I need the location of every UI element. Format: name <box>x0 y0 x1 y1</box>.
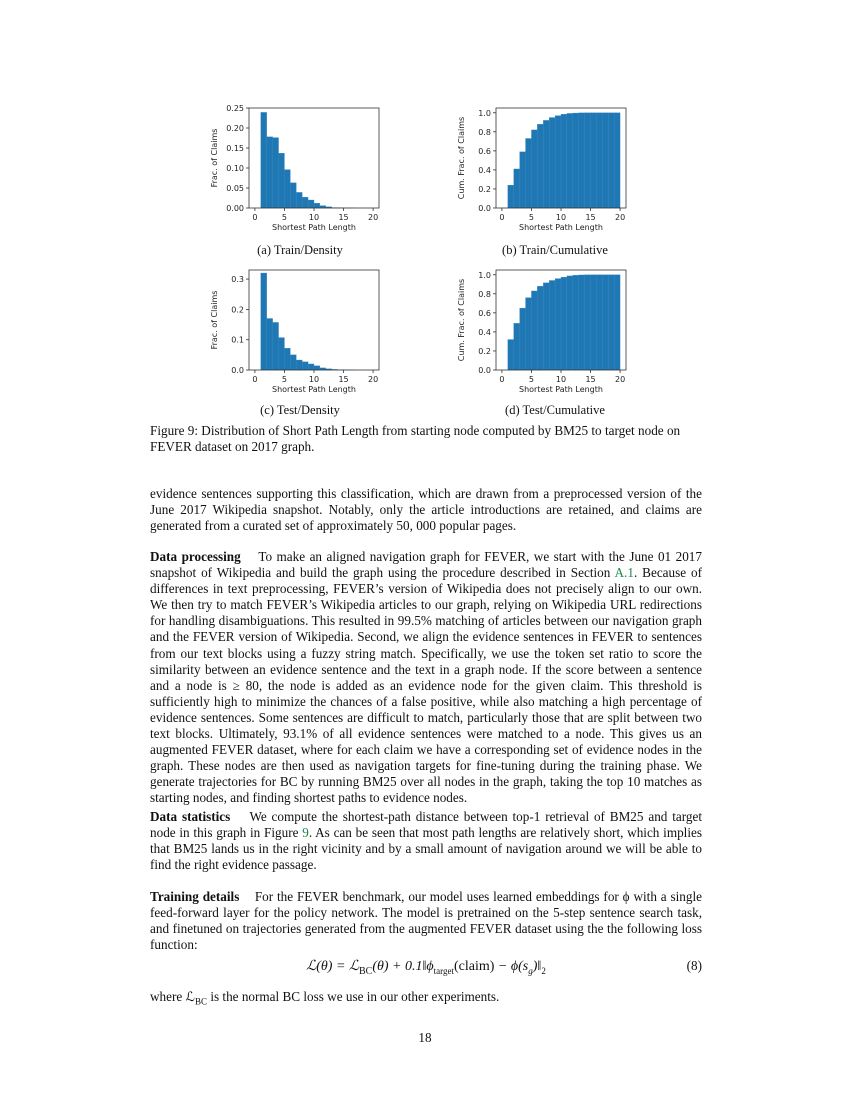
data-processing-text-1: To make an aligned navigation graph for FEVER, we start with the June 01 2017 snapshot of Wikipedia and build the graph using the procedure described in Section <box>150 549 702 581</box>
histogram-bar <box>279 338 285 370</box>
y-tick-label: 0.05 <box>226 184 244 193</box>
y-tick-label: 0.00 <box>226 204 244 213</box>
y-tick-label: 0.6 <box>478 308 491 318</box>
histogram-bar <box>549 118 555 208</box>
histogram-bar <box>296 360 302 370</box>
figure-9-link[interactable]: 9 <box>302 825 309 841</box>
training-details-text: For the FEVER benchmark, our model uses learned embeddings for ϕ with a single feed-forward layer for the policy network. The model is pretrained on the 5-step sentence search task, and finetuned on trajectories generated from the augmented FEVER dataset using the the following loss function: <box>150 889 702 953</box>
y-tick-label: 0.20 <box>226 124 244 133</box>
y-tick-label: 0.6 <box>478 146 491 156</box>
histogram-bar <box>279 153 285 208</box>
figure-caption <box>150 423 702 455</box>
data-processing-text-2: . Because of differences in text preprocessing, FEVER’s version of Wikipedia does not precisely align to our own. We then try to match FEVER’s Wikipedia articles to our graph, relying on Wikipedia URL redirections for handling disambiguations. This resulted in 99.5% matching of articles between our navigation graph and the FEVER version of Wikipedia. Second, we align the evidence sentences in FEVER to sentences from our text blocks using a fuzzy string match. Specifically, we use the token set ratio to score the similarity between an evidence sentence and the text in a graph node. If the score between a sentence and a node is ≥ 80, the node is added as an evidence node for the given claim. This threshold is sufficiently high to minimize the chances of a false positive, while also matching a high percentage of evidence sentences. Some sentences are difficult to match, particularly those that are split between two text blocks. Ultimately, 93.1% of all evidence sentences were matched to a node. This gives us an augmented FEVER dataset, where for each claim we have a corresponding set of evidence nodes in the graph. These nodes are then used as navigation targets for fine-tuning during the training phase. We generate trajectories for BC by running BM25 over all nodes in the graph, taking the top 10 matches as starting nodes, and finding shortest paths to evidence nodes. <box>150 565 703 806</box>
histogram-bar <box>514 323 520 370</box>
y-tick-label: 0.8 <box>478 127 491 137</box>
data-statistics-paragraph <box>150 809 702 873</box>
histogram-bar <box>579 275 585 370</box>
y-tick-label: 0.25 <box>226 104 244 113</box>
histogram-bar <box>526 138 532 208</box>
x-tick-label: 0 <box>499 213 505 222</box>
x-tick-label: 15 <box>338 213 349 222</box>
histogram-bar <box>261 273 267 370</box>
subfigure-a-train-density <box>205 100 405 235</box>
x-tick-label: 20 <box>367 213 379 222</box>
x-axis-label: Shortest Path Length <box>272 385 356 394</box>
histogram-bar <box>585 113 591 208</box>
x-tick-label: 10 <box>555 375 567 384</box>
y-tick-label: 0.0 <box>478 366 491 375</box>
histogram-bar <box>591 275 597 370</box>
histogram-bar <box>508 185 514 208</box>
chart-test-density <box>205 262 405 397</box>
histogram-bar <box>302 362 308 370</box>
x-axis-label: Shortest Path Length <box>519 385 603 394</box>
histogram-bar <box>520 308 526 370</box>
x-tick-label: 5 <box>281 213 288 222</box>
histogram-bar <box>555 279 561 370</box>
equation-number: (8) <box>686 958 702 973</box>
x-tick-label: 15 <box>338 375 349 384</box>
histogram-bar <box>290 355 296 370</box>
data-statistics-heading: Data statistics <box>150 809 231 824</box>
histogram-bar <box>543 120 549 208</box>
histogram-bar <box>585 275 591 370</box>
y-tick-label: 0.4 <box>478 165 491 175</box>
y-axis-label: Cum. Frac. of Claims <box>457 278 466 362</box>
histogram-bar <box>273 322 279 370</box>
x-tick-label: 15 <box>585 375 596 384</box>
histogram-bar <box>608 113 614 208</box>
chart-train-density <box>205 100 405 235</box>
y-tick-label: 0.2 <box>231 305 244 315</box>
intro-paragraph: evidence sentences supporting this classification, which are drawn from a preprocessed version of the June 2017 Wikipedia snapshot. Notably, only the article introductions are retained, and claims are generated from a curated set of approximately 50, 000 popular pages. <box>150 486 702 534</box>
histogram-bar <box>308 200 314 208</box>
y-tick-label: 0.10 <box>226 164 244 173</box>
histogram-bar <box>614 275 620 370</box>
page-number: 18 <box>418 1030 432 1045</box>
x-tick-label: 5 <box>528 213 535 222</box>
histogram-bar <box>591 113 597 208</box>
histogram-bar <box>267 318 273 370</box>
equation-body: ℒ(θ) = ℒ$_{BC}$(θ) + $0.1‖\phi_{target}(claim)$ − $\phi(s_g)‖_2$ <box>306 959 546 977</box>
histogram-bar <box>531 291 537 370</box>
histogram-bar <box>608 275 614 370</box>
chart-test-cumulative <box>452 262 652 397</box>
histogram-bar <box>567 113 573 208</box>
subcaption-c: (c) Test/Density <box>260 403 340 417</box>
histogram-bar <box>314 203 320 208</box>
y-axis-label: Frac. of Claims <box>210 128 219 188</box>
figure-number: Figure 9: <box>150 423 198 438</box>
figure-caption-text: Distribution of Short Path Length from starting node computed by BM25 to target node on FEVER dataset on 2017 graph. <box>150 423 681 454</box>
histogram-bar <box>561 277 567 370</box>
histogram-bar <box>543 283 549 370</box>
histogram-bar <box>573 113 579 208</box>
histogram-bar <box>596 113 602 208</box>
histogram-bar <box>296 192 302 208</box>
x-tick-label: 0 <box>252 213 258 222</box>
y-tick-label: 0.2 <box>478 346 491 356</box>
data-statistics-text-1: We compute the shortest-path distance between top-1 retrieval of BM25 and target node in this graph in Figure <box>150 809 703 841</box>
y-tick-label: 0.0 <box>478 204 491 213</box>
histogram-bar <box>596 275 602 370</box>
histogram-bar <box>508 340 514 370</box>
data-processing-paragraph <box>150 549 702 807</box>
subcaption-d: (d) Test/Cumulative <box>505 403 605 417</box>
histogram-bar <box>549 280 555 370</box>
x-tick-label: 0 <box>252 375 258 384</box>
histogram-bar <box>602 113 608 208</box>
histogram-bar <box>314 366 320 370</box>
histogram-bar <box>555 116 561 208</box>
subfigure-d-test-cumulative <box>452 262 652 397</box>
histogram-bar <box>567 276 573 370</box>
chart-train-cumulative <box>452 100 652 235</box>
x-axis-label: Shortest Path Length <box>519 223 603 232</box>
histogram-bar <box>273 138 279 208</box>
subfigure-c-test-density <box>205 262 405 397</box>
y-tick-label: 0.8 <box>478 289 491 299</box>
histogram-bar <box>579 113 585 208</box>
histogram-bar <box>537 124 543 208</box>
y-tick-label: 0.4 <box>478 327 491 337</box>
histogram-bar <box>261 112 267 208</box>
section-a1-link[interactable]: A.1 <box>614 565 634 581</box>
histogram-bar <box>308 364 314 370</box>
histogram-bar <box>284 348 290 370</box>
y-tick-label: 0.3 <box>231 275 244 285</box>
x-tick-label: 10 <box>308 375 320 384</box>
x-tick-label: 5 <box>528 375 535 384</box>
histogram-bar <box>531 130 537 208</box>
x-tick-label: 15 <box>585 213 596 222</box>
y-tick-label: 0.0 <box>231 366 244 375</box>
y-tick-label: 0.1 <box>231 335 244 345</box>
data-statistics-text-2: . As can be seen that most path lengths are relatively short, which implies that BM25 lands us in the right vicinity and by a small amount of navigation around we will be able to find the right evidence passage. <box>150 825 702 873</box>
x-tick-label: 5 <box>281 375 288 384</box>
histogram-bar <box>537 286 543 370</box>
x-tick-label: 20 <box>614 213 626 222</box>
training-details-paragraph <box>150 889 702 953</box>
histogram-bar <box>267 137 273 208</box>
y-tick-label: 0.2 <box>478 184 491 194</box>
y-tick-label: 1.0 <box>478 270 491 280</box>
subcaption-a: (a) Train/Density <box>257 243 343 257</box>
histogram-bar <box>290 183 296 208</box>
subfigure-b-train-cumulative <box>452 100 652 235</box>
y-tick-label: 1.0 <box>478 108 491 118</box>
x-tick-label: 10 <box>308 213 320 222</box>
loss-equation <box>150 958 702 978</box>
y-axis-label: Cum. Frac. of Claims <box>457 116 466 200</box>
histogram-bar <box>284 170 290 208</box>
histogram-bar <box>520 152 526 208</box>
data-processing-heading: Data processing <box>150 549 241 564</box>
histogram-bar <box>573 275 579 370</box>
histogram-bar <box>526 298 532 370</box>
x-tick-label: 20 <box>614 375 626 384</box>
x-tick-label: 10 <box>555 213 567 222</box>
histogram-bar <box>602 275 608 370</box>
closing-sentence: where ℒ$_{BC}$ is the normal BC loss we use in our other experiments. <box>150 989 500 1007</box>
subcaption-b: (b) Train/Cumulative <box>502 243 608 257</box>
histogram-bar <box>302 197 308 208</box>
x-tick-label: 20 <box>367 375 379 384</box>
x-tick-label: 0 <box>499 375 505 384</box>
training-details-heading: Training details <box>150 889 240 904</box>
histogram-bar <box>614 113 620 208</box>
y-axis-label: Frac. of Claims <box>210 290 219 350</box>
x-axis-label: Shortest Path Length <box>272 223 356 232</box>
y-tick-label: 0.15 <box>226 144 244 153</box>
histogram-bar <box>514 169 520 208</box>
histogram-bar <box>561 114 567 208</box>
